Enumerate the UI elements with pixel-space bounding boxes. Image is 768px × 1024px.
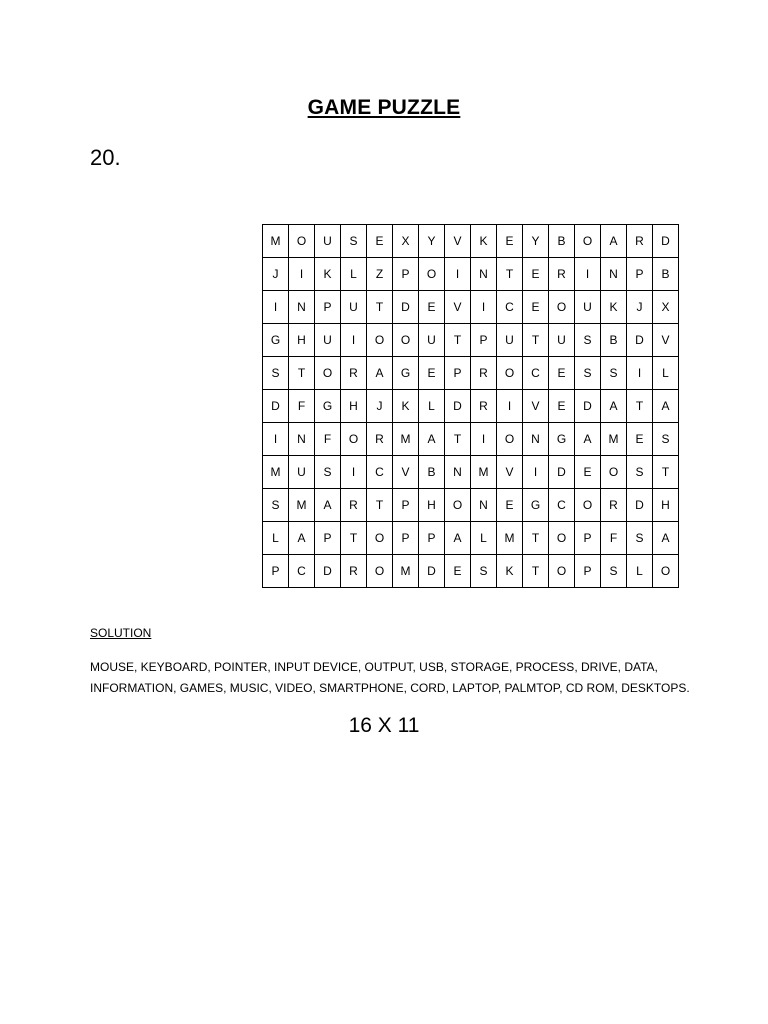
grid-cell: B	[601, 324, 627, 357]
grid-cell: A	[367, 357, 393, 390]
grid-row	[263, 555, 679, 588]
grid-cell: N	[471, 489, 497, 522]
grid-cell: B	[653, 258, 679, 291]
grid-cell: R	[367, 423, 393, 456]
grid-cell: E	[575, 456, 601, 489]
grid-cell: T	[523, 555, 549, 588]
grid-cell: R	[341, 555, 367, 588]
grid-cell: R	[627, 225, 653, 258]
grid-cell: O	[497, 423, 523, 456]
grid-cell: O	[367, 555, 393, 588]
grid-cell: T	[523, 324, 549, 357]
grid-cell: H	[341, 390, 367, 423]
grid-cell: I	[627, 357, 653, 390]
grid-cell: M	[289, 489, 315, 522]
puzzle-number: 20.	[90, 145, 121, 170]
grid-cell: D	[263, 390, 289, 423]
grid-cell: A	[315, 489, 341, 522]
grid-cell: I	[471, 291, 497, 324]
grid-cell: E	[523, 258, 549, 291]
grid-cell: L	[263, 522, 289, 555]
grid-cell: O	[393, 324, 419, 357]
grid-cell: R	[341, 357, 367, 390]
page-title: GAME PUZZLE	[307, 96, 461, 119]
grid-cell: P	[419, 522, 445, 555]
grid-cell: P	[627, 258, 653, 291]
grid-cell: S	[575, 357, 601, 390]
grid-cell: C	[289, 555, 315, 588]
grid-cell: L	[627, 555, 653, 588]
grid-cell: A	[653, 390, 679, 423]
grid-cell: R	[549, 258, 575, 291]
grid-cell: P	[445, 357, 471, 390]
grid-cell: N	[445, 456, 471, 489]
grid-cell: M	[471, 456, 497, 489]
grid-cell: M	[263, 456, 289, 489]
grid-cell: I	[341, 456, 367, 489]
grid-cell: R	[471, 390, 497, 423]
grid-row	[263, 456, 679, 489]
grid-cell: I	[497, 390, 523, 423]
grid-cell: A	[601, 390, 627, 423]
grid-cell: M	[263, 225, 289, 258]
grid-cell: P	[315, 522, 341, 555]
grid-cell: L	[471, 522, 497, 555]
grid-cell: E	[549, 390, 575, 423]
grid-cell: T	[289, 357, 315, 390]
grid-cell: S	[627, 522, 653, 555]
grid-cell: I	[523, 456, 549, 489]
grid-cell: U	[575, 291, 601, 324]
grid-cell: V	[445, 291, 471, 324]
grid-cell: S	[471, 555, 497, 588]
grid-cell: A	[653, 522, 679, 555]
grid-row	[263, 489, 679, 522]
grid-cell: T	[497, 258, 523, 291]
grid-cell: K	[601, 291, 627, 324]
grid-cell: C	[497, 291, 523, 324]
grid-cell: O	[601, 456, 627, 489]
grid-cell: M	[393, 555, 419, 588]
grid-cell: B	[549, 225, 575, 258]
grid-cell: J	[627, 291, 653, 324]
grid-cell: C	[549, 489, 575, 522]
grid-cell: E	[523, 291, 549, 324]
grid-cell: T	[367, 291, 393, 324]
grid-cell: S	[627, 456, 653, 489]
grid-cell: P	[575, 522, 601, 555]
grid-cell: N	[523, 423, 549, 456]
grid-cell: K	[315, 258, 341, 291]
grid-cell: M	[393, 423, 419, 456]
grid-cell: D	[627, 489, 653, 522]
grid-cell: R	[601, 489, 627, 522]
grid-cell: E	[497, 225, 523, 258]
grid-cell: U	[315, 324, 341, 357]
grid-cell: N	[601, 258, 627, 291]
grid-row	[263, 390, 679, 423]
grid-cell: G	[523, 489, 549, 522]
grid-cell: E	[419, 357, 445, 390]
grid-cell: U	[419, 324, 445, 357]
grid-cell: L	[419, 390, 445, 423]
grid-cell: D	[549, 456, 575, 489]
grid-cell: O	[575, 225, 601, 258]
grid-row	[263, 291, 679, 324]
grid-cell: D	[445, 390, 471, 423]
grid-cell: D	[393, 291, 419, 324]
grid-cell: A	[419, 423, 445, 456]
grid-row	[263, 324, 679, 357]
grid-cell: S	[263, 357, 289, 390]
grid-cell: K	[393, 390, 419, 423]
grid-cell: Y	[419, 225, 445, 258]
grid-cell: M	[601, 423, 627, 456]
grid-cell: V	[445, 225, 471, 258]
grid-cell: A	[289, 522, 315, 555]
grid-cell: G	[393, 357, 419, 390]
grid-cell: P	[393, 258, 419, 291]
grid-cell: P	[393, 489, 419, 522]
grid-cell: G	[263, 324, 289, 357]
grid-row	[263, 357, 679, 390]
grid-cell: J	[367, 390, 393, 423]
grid-cell: X	[393, 225, 419, 258]
grid-cell: G	[315, 390, 341, 423]
grid-cell: V	[523, 390, 549, 423]
grid-cell: O	[367, 522, 393, 555]
grid-cell: L	[341, 258, 367, 291]
grid-cell: I	[289, 258, 315, 291]
grid-cell: G	[549, 423, 575, 456]
grid-cell: O	[549, 522, 575, 555]
grid-cell: H	[653, 489, 679, 522]
grid-cell: U	[341, 291, 367, 324]
grid-cell: N	[289, 423, 315, 456]
grid-cell: T	[445, 324, 471, 357]
word-search-grid	[262, 224, 679, 588]
grid-cell: O	[289, 225, 315, 258]
grid-cell: K	[471, 225, 497, 258]
grid-cell: S	[653, 423, 679, 456]
grid-row	[263, 225, 679, 258]
solution-heading: SOLUTION	[90, 626, 152, 640]
grid-cell: E	[445, 555, 471, 588]
grid-cell: S	[263, 489, 289, 522]
grid-cell: T	[627, 390, 653, 423]
grid-cell: J	[263, 258, 289, 291]
grid-cell: V	[393, 456, 419, 489]
grid-cell: S	[601, 555, 627, 588]
grid-cell: P	[315, 291, 341, 324]
grid-cell: D	[419, 555, 445, 588]
grid-cell: S	[575, 324, 601, 357]
grid-cell: P	[471, 324, 497, 357]
grid-cell: I	[263, 291, 289, 324]
grid-cell: O	[549, 555, 575, 588]
grid-cell: R	[471, 357, 497, 390]
grid-cell: C	[367, 456, 393, 489]
grid-cell: Y	[523, 225, 549, 258]
grid-cell: B	[419, 456, 445, 489]
grid-cell: E	[419, 291, 445, 324]
grid-cell: U	[289, 456, 315, 489]
grid-cell: V	[497, 456, 523, 489]
grid-cell: H	[419, 489, 445, 522]
grid-cell: I	[575, 258, 601, 291]
grid-cell: T	[523, 522, 549, 555]
grid-cell: K	[497, 555, 523, 588]
grid-cell: X	[653, 291, 679, 324]
grid-cell: N	[289, 291, 315, 324]
grid-cell: E	[549, 357, 575, 390]
grid-cell: F	[601, 522, 627, 555]
grid-cell: S	[341, 225, 367, 258]
grid-cell: M	[497, 522, 523, 555]
grid-cell: S	[315, 456, 341, 489]
grid-cell: T	[445, 423, 471, 456]
grid-cell: A	[575, 423, 601, 456]
grid-cell: A	[601, 225, 627, 258]
grid-cell: D	[627, 324, 653, 357]
grid-cell: Z	[367, 258, 393, 291]
grid-row	[263, 423, 679, 456]
grid-cell: S	[601, 357, 627, 390]
grid-cell: F	[315, 423, 341, 456]
grid-cell: D	[315, 555, 341, 588]
grid-cell: D	[575, 390, 601, 423]
grid-cell: O	[419, 258, 445, 291]
grid-cell: O	[367, 324, 393, 357]
grid-cell: R	[341, 489, 367, 522]
grid-cell: P	[575, 555, 601, 588]
grid-cell: E	[627, 423, 653, 456]
grid-cell: O	[549, 291, 575, 324]
grid-dimensions: 16 X 11	[348, 714, 420, 737]
grid-cell: V	[653, 324, 679, 357]
grid-cell: I	[445, 258, 471, 291]
grid-cell: U	[549, 324, 575, 357]
grid-cell: I	[263, 423, 289, 456]
grid-cell: O	[497, 357, 523, 390]
grid-row	[263, 258, 679, 291]
grid-cell: O	[315, 357, 341, 390]
grid-cell: E	[497, 489, 523, 522]
grid-cell: U	[497, 324, 523, 357]
grid-cell: E	[367, 225, 393, 258]
grid-cell: T	[653, 456, 679, 489]
grid-cell: P	[263, 555, 289, 588]
grid-cell: I	[341, 324, 367, 357]
grid-cell: O	[445, 489, 471, 522]
grid-cell: A	[445, 522, 471, 555]
grid-cell: C	[523, 357, 549, 390]
grid-cell: F	[289, 390, 315, 423]
solution-word-list: MOUSE, KEYBOARD, POINTER, INPUT DEVICE, OUTPUT, USB, STORAGE, PROCESS, DRIVE, DATA, INFORMATION, GAMES, MUSIC, VIDEO, SMARTPHONE, CORD, LAPTOP, PALMTOP, CD ROM, DESKTOPS.	[90, 660, 690, 695]
grid-cell: D	[653, 225, 679, 258]
grid-cell: N	[471, 258, 497, 291]
grid-cell: O	[341, 423, 367, 456]
grid-cell: L	[653, 357, 679, 390]
grid-cell: T	[367, 489, 393, 522]
grid-cell: P	[393, 522, 419, 555]
grid-cell: U	[315, 225, 341, 258]
grid-cell: T	[341, 522, 367, 555]
grid-cell: O	[653, 555, 679, 588]
grid-cell: H	[289, 324, 315, 357]
grid-cell: I	[471, 423, 497, 456]
grid-row	[263, 522, 679, 555]
grid-cell: O	[575, 489, 601, 522]
